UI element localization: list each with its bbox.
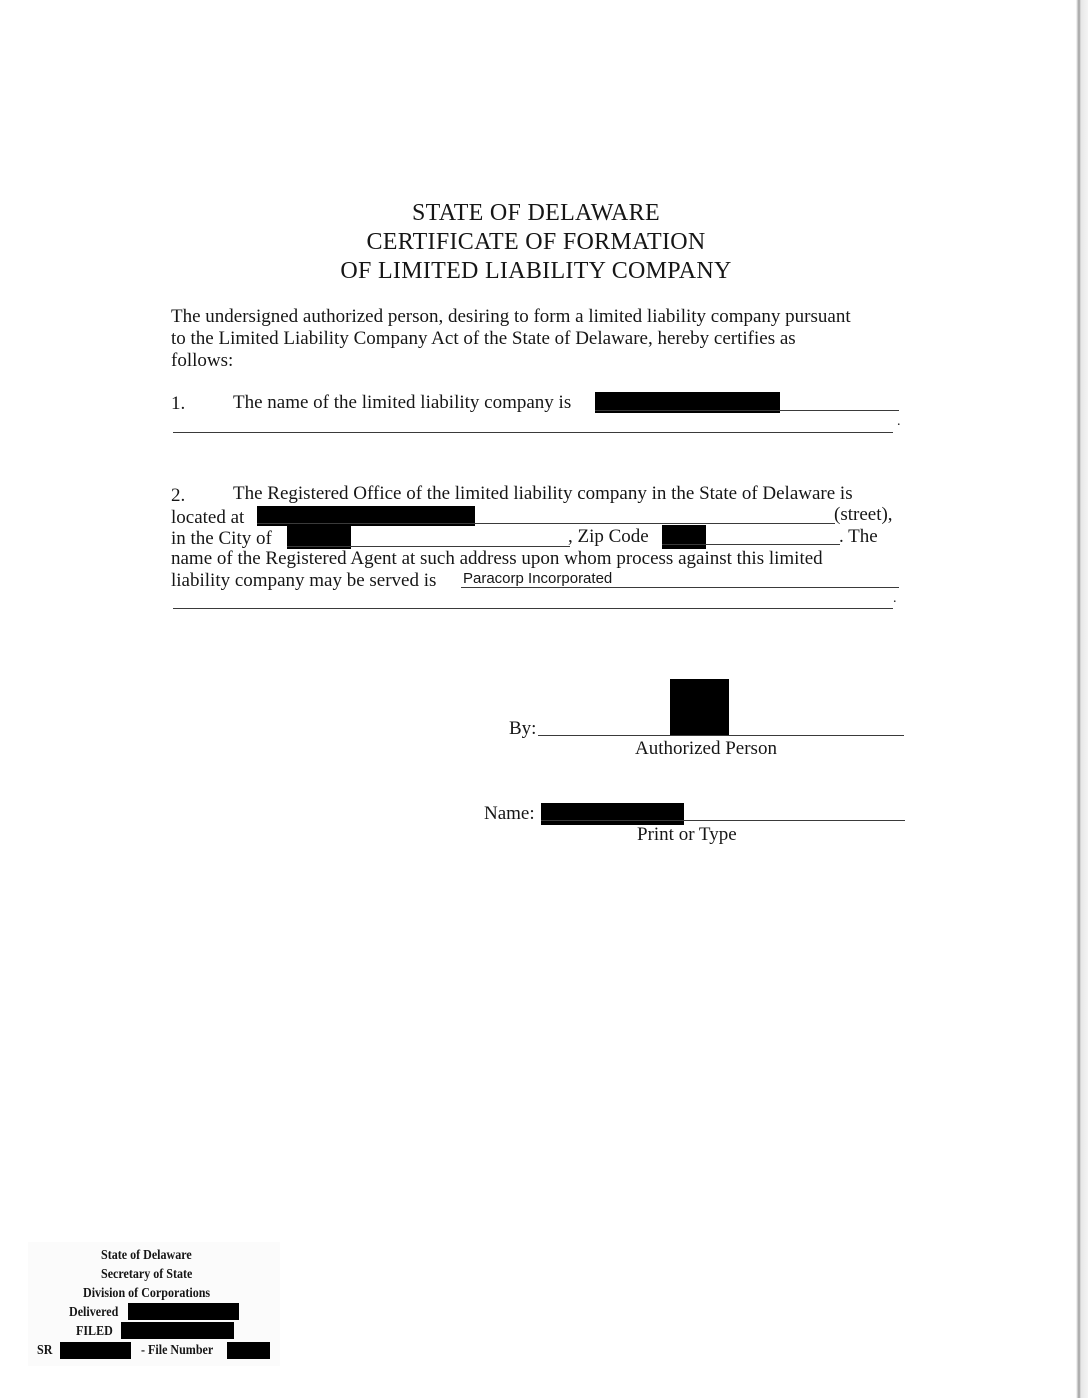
registered-agent-line (461, 587, 899, 588)
printed-name-line (541, 820, 905, 821)
title-line-3: OF LIMITED LIABILITY COMPANY (340, 258, 732, 284)
redacted-zip-code (662, 525, 706, 549)
located-at-label: located at (171, 507, 245, 528)
stamp-file-number-label: - File Number (141, 1343, 214, 1358)
stamp-line-state: State of Delaware (101, 1248, 192, 1263)
company-name-continuation-line (173, 432, 893, 433)
item-2-line-4: name of the Registered Agent at such address upon whom process against this limited (171, 548, 823, 569)
the-label: . The (839, 526, 878, 547)
redacted-signature (670, 679, 729, 736)
stamp-delivered-label: Delivered (69, 1305, 119, 1320)
redacted-delivered-time (128, 1303, 239, 1320)
item-1-number: 1. (171, 393, 186, 414)
city-label: in the City of (171, 528, 272, 549)
intro-line-1: The undersigned authorized person, desiring to form a limited liability company pursuant (171, 306, 851, 327)
intro-line-3: follows: (171, 350, 234, 371)
company-name-line (595, 410, 899, 411)
stamp-line-division: Division of Corporations (83, 1286, 211, 1301)
intro-line-2: to the Limited Liability Company Act of the State of Delaware, hereby certifies as (171, 328, 796, 349)
filing-stamp (28, 1242, 280, 1366)
title-line-2: CERTIFICATE OF FORMATION (366, 229, 706, 255)
redacted-sr-number (60, 1342, 131, 1359)
registered-agent-name: Paracorp Incorporated (463, 570, 613, 587)
zip-code-line (662, 544, 840, 545)
redacted-filed-time (121, 1322, 234, 1339)
item-2-end-mark: . (893, 591, 897, 606)
item-1-text: The name of the limited liability company is (233, 392, 572, 413)
redacted-printed-name (541, 803, 684, 825)
item-2-line-5: liability company may be served is (171, 570, 437, 591)
page-edge-shadow (1076, 0, 1088, 1398)
item-2-number: 2. (171, 485, 186, 506)
title-line-1: STATE OF DELAWARE (412, 200, 660, 226)
item-1-end-mark: . (897, 414, 901, 429)
stamp-line-secretary: Secretary of State (101, 1267, 193, 1282)
stamp-filed-label: FILED (76, 1324, 113, 1339)
stamp-sr-label: SR (37, 1343, 53, 1358)
authorized-person-caption: Authorized Person (635, 738, 777, 759)
by-label: By: (509, 718, 537, 739)
redacted-file-number (227, 1342, 270, 1359)
street-line (257, 523, 835, 524)
street-label: (street), (834, 504, 893, 525)
print-or-type-caption: Print or Type (637, 824, 737, 845)
zip-code-label: , Zip Code (568, 526, 649, 547)
signature-line (538, 735, 904, 736)
name-label: Name: (484, 803, 535, 824)
registered-agent-continuation-line (173, 608, 893, 609)
city-line (287, 546, 570, 547)
item-2-line-1: The Registered Office of the limited liability company in the State of Delaware is (233, 483, 853, 504)
